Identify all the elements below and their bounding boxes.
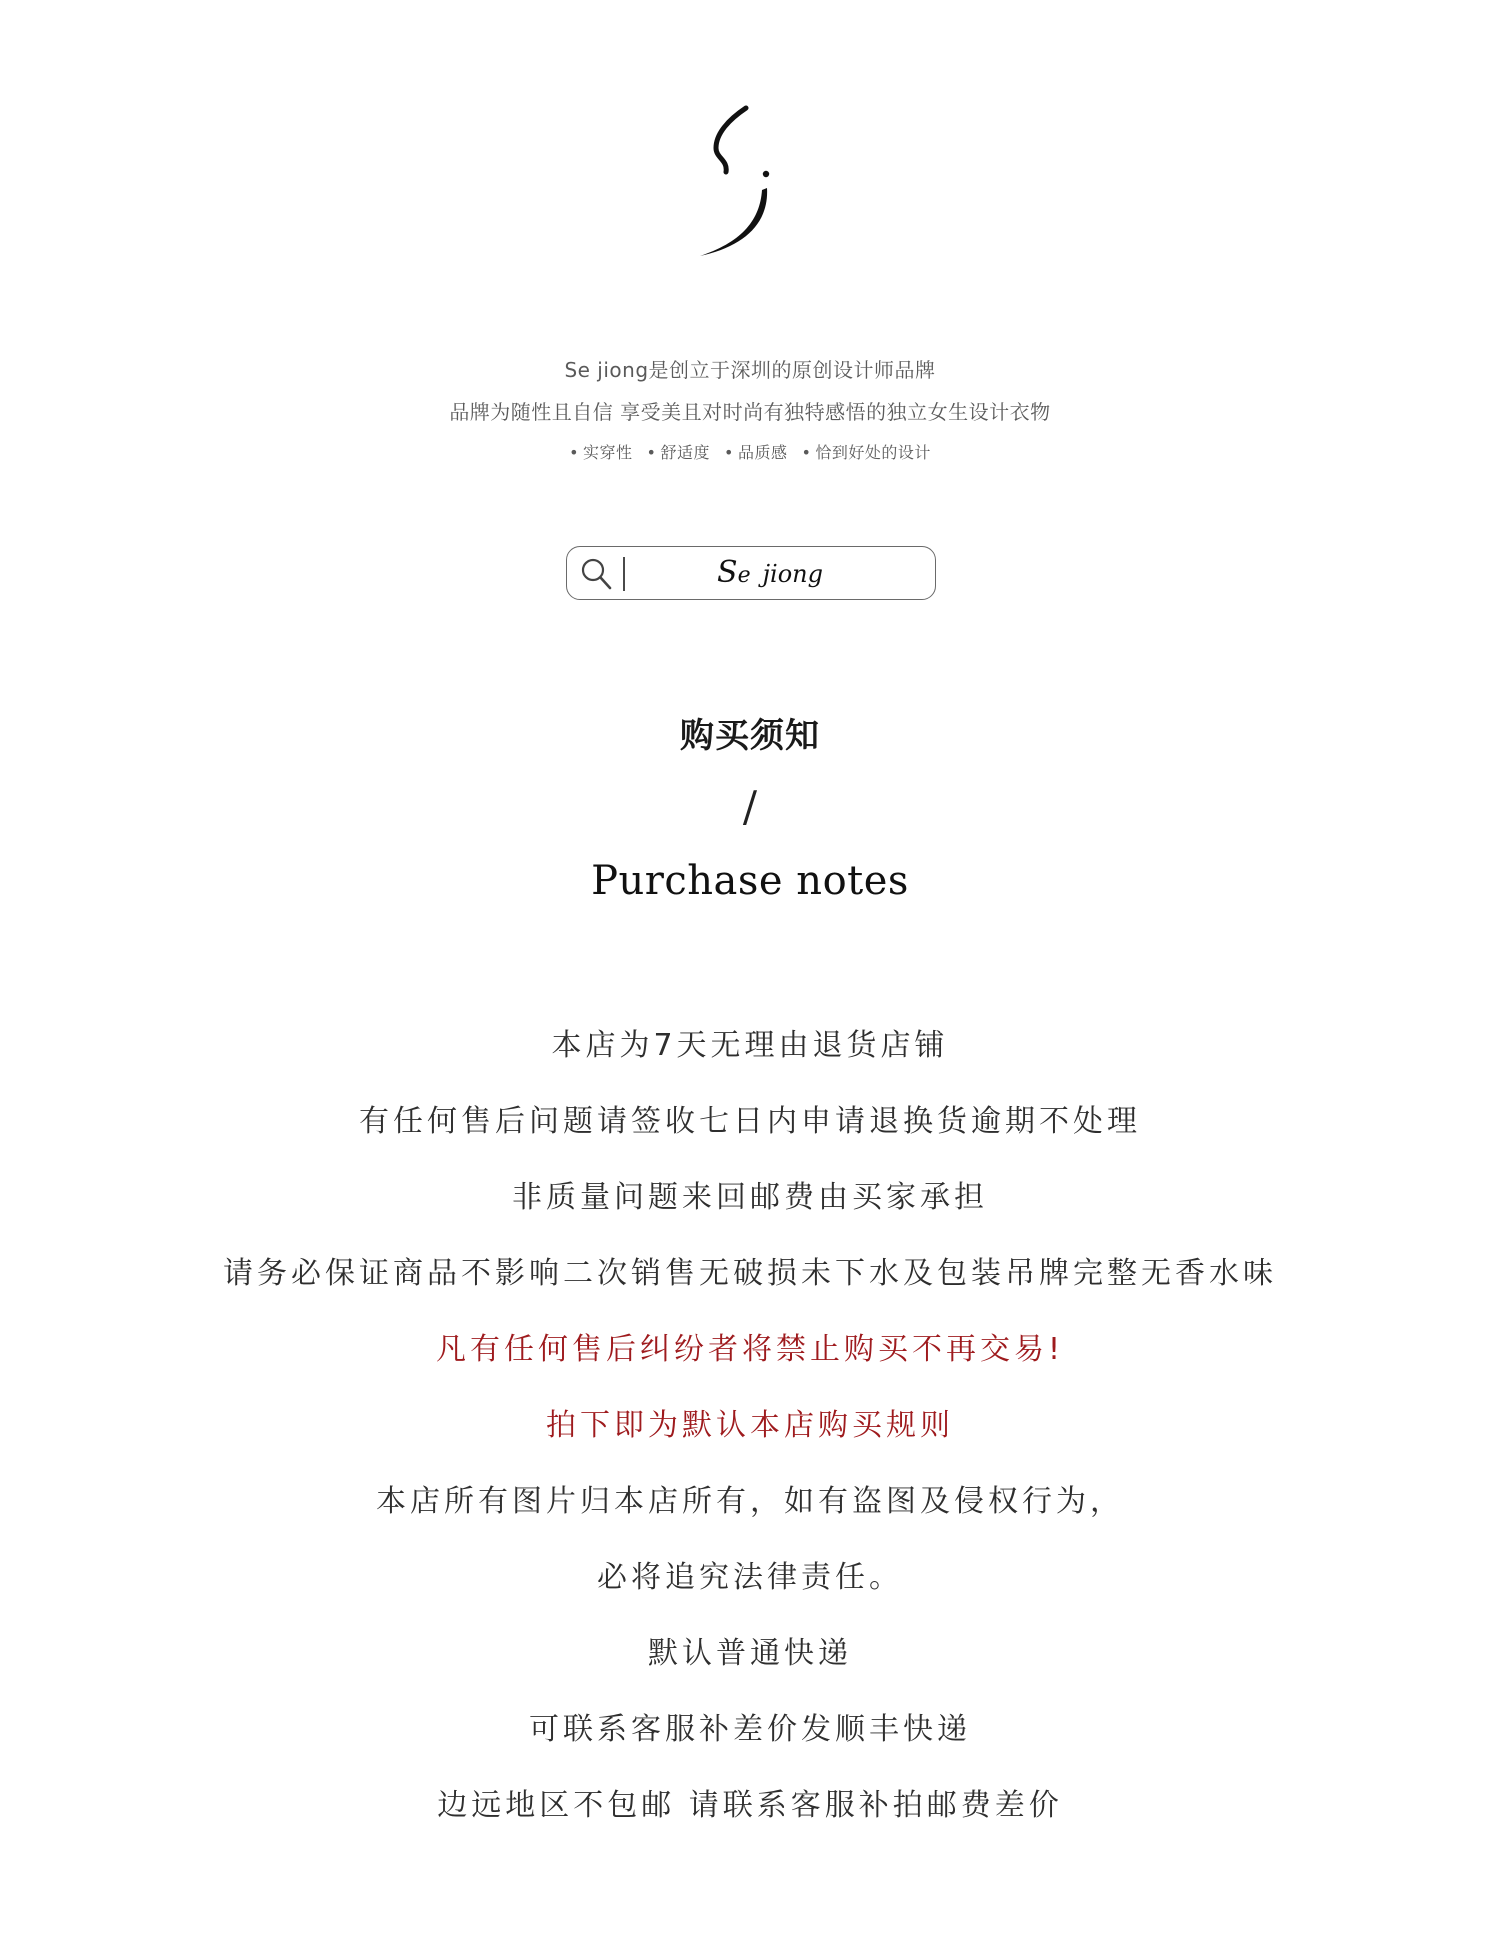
note-line: 边远地区不包邮 请联系客服补拍邮费差价 [437, 1788, 1063, 1823]
brand-letter-s: S [717, 555, 738, 590]
feature-item [569, 440, 632, 463]
search-divider [623, 557, 625, 591]
bullet-dot: • [801, 443, 812, 462]
feature-label: 舒适度 [660, 443, 710, 462]
brand-intro-line-1: Se jiong是创立于深圳的原创设计师品牌 [564, 358, 936, 382]
feature-label: 实穿性 [583, 443, 633, 462]
note-line: 本店为7天无理由退货店铺 [551, 1028, 949, 1063]
s-logo-icon [690, 100, 800, 265]
brand-letter-e: e [737, 563, 751, 588]
purchase-notes-list [0, 1008, 1500, 1844]
brand-word-jiong: jiong [762, 560, 823, 588]
magnifier-icon [579, 556, 613, 592]
note-line-warning: 拍下即为默认本店购买规则 [546, 1408, 954, 1443]
note-line: 非质量问题来回邮费由买家承担 [512, 1180, 988, 1215]
note-line: 可联系客服补差价发顺丰快递 [529, 1712, 971, 1747]
brand-features [0, 440, 1500, 463]
feature-label: 恰到好处的设计 [815, 443, 931, 462]
title-separator: / [742, 782, 758, 831]
feature-label: 品质感 [737, 443, 788, 462]
bullet-dot: • [569, 443, 580, 462]
note-line: 默认普通快递 [648, 1636, 852, 1671]
note-line: 本店所有图片归本店所有，如有盗图及侵权行为， [376, 1484, 1124, 1519]
feature-item [801, 440, 930, 463]
note-line: 必将追究法律责任。 [597, 1560, 903, 1595]
brand-intro-line-2: 品牌为随性且自信 享受美且对时尚有独特感悟的独立女生设计衣物 [449, 400, 1051, 424]
section-title-cn: 购买须知 [680, 716, 820, 756]
note-line: 请务必保证商品不影响二次销售无破损未下水及包装吊牌完整无香水味 [223, 1256, 1277, 1291]
bullet-dot: • [646, 443, 657, 462]
bullet-dot: • [724, 443, 734, 462]
note-line-warning: 凡有任何售后纠纷者将禁止购买不再交易! [435, 1332, 1065, 1367]
feature-item [724, 440, 787, 463]
brand-wordmark [717, 555, 823, 590]
section-title-en: Purchase notes [591, 858, 909, 904]
note-line: 有任何售后问题请签收七日内申请退换货逾期不处理 [359, 1104, 1141, 1139]
brand-search-box [566, 546, 936, 600]
feature-item [647, 440, 710, 463]
